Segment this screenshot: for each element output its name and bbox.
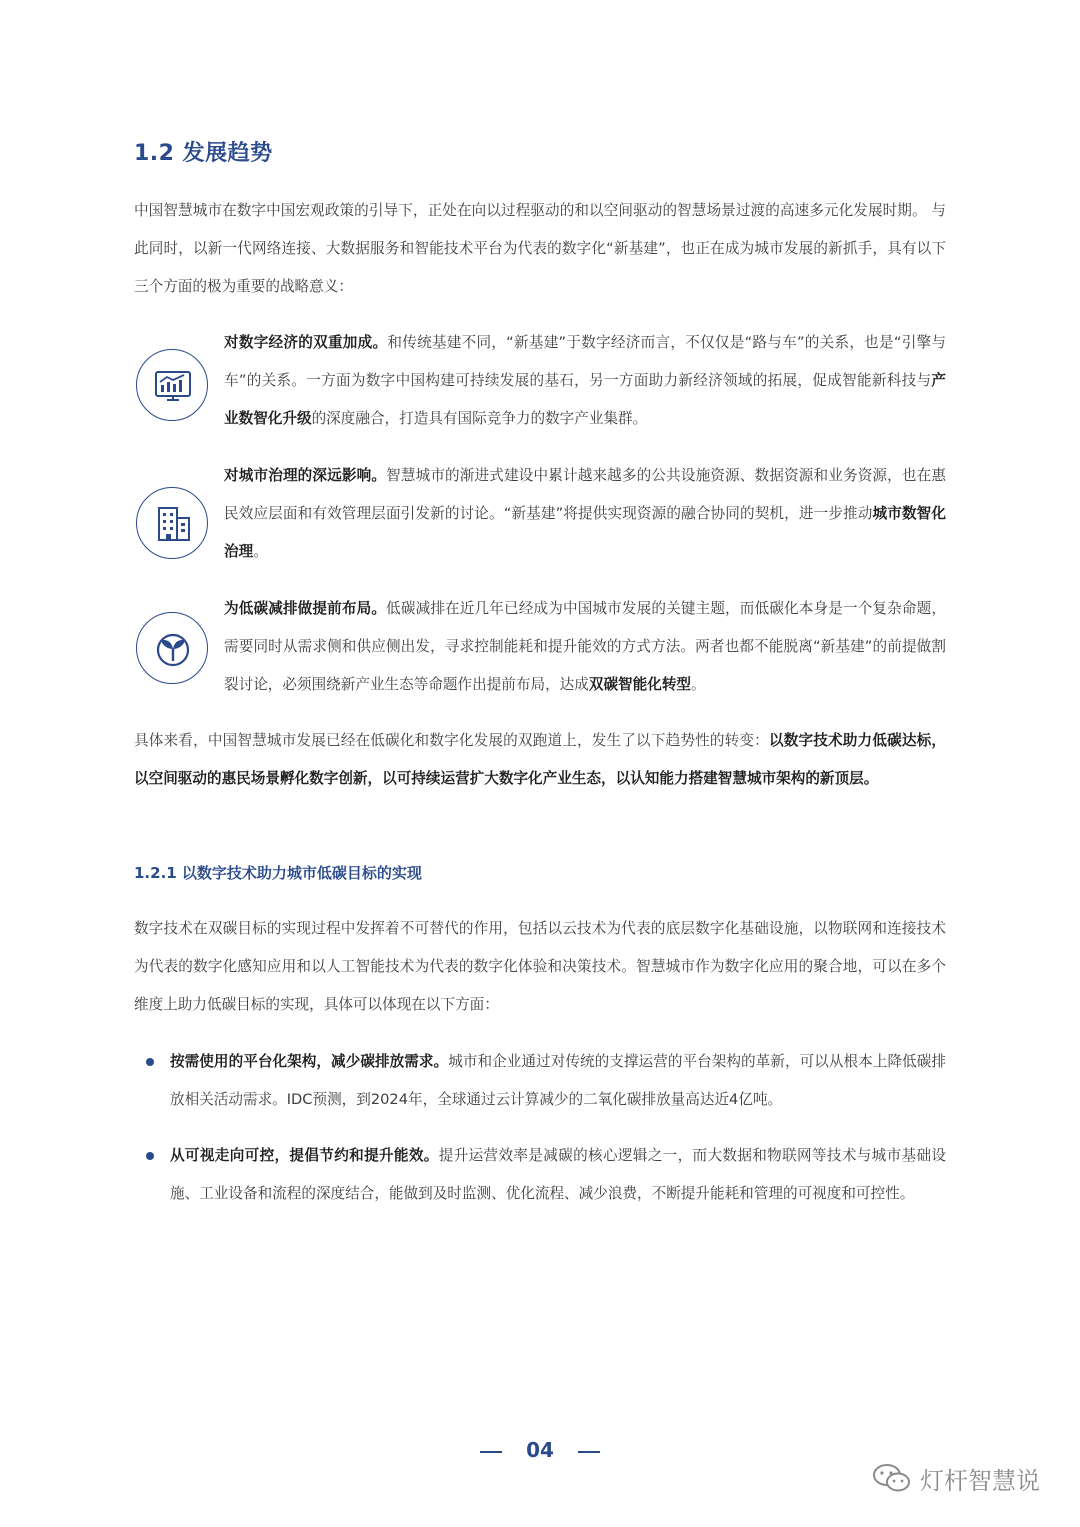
page-number-dash-left xyxy=(480,1451,502,1453)
bullet-dot xyxy=(146,1152,154,1160)
watermark xyxy=(872,1458,1040,1498)
wechat-icon xyxy=(872,1462,912,1494)
section-title: 1.2 发展趋势 xyxy=(134,141,273,166)
feature-title: 为低碳减排做提前布局。 xyxy=(224,600,387,617)
feature-digital-economy: 对数字经济的双重加成。和传统基建不同，“新基建”于数字经济而言，不仅仅是“路与车”的关系，也是“引擎与车”的关系。一方面为数字中国构建可持续发展的基石，另一方面助力新经济领域的拓展，促成智能新科技与产业数智化升级的深度融合，打造具有国际竞争力的数字产业集群。 xyxy=(224,334,946,427)
feature-low-carbon: 为低碳减排做提前布局。低碳减排在近几年已经成为中国城市发展的关键主题，而低碳化本身是一个复杂命题，需要同时从需求侧和供应侧出发，寻求控制能耗和提升能效的方式方法。两者也都不能脱离“新基建”的前提做割裂讨论，必须围绕新产业生态等命题作出提前布局，达成双碳智能化转型。 xyxy=(224,600,946,693)
page-number-dash-right xyxy=(578,1451,600,1453)
bullet-item: 按需使用的平台化架构，减少碳排放需求。城市和企业通过对传统的支撑运营的平台架构的革新，可以从根本上降低碳排放相关活动需求。IDC预测，到2024年，全球通过云计算减少的二氧化碳排放量高达近4亿吨。 xyxy=(170,1053,946,1108)
sprout-leaf-icon xyxy=(136,612,208,684)
summary-paragraph: 具体来看，中国智慧城市发展已经在低碳化和数字化发展的双跑道上，发生了以下趋势性的转变：以数字技术助力低碳达标，以空间驱动的惠民场景孵化数字创新，以可持续运营扩大数字化产业生态，以认知能力搭建智慧城市架构的新顶层。 xyxy=(134,732,946,787)
feature-title: 对数字经济的双重加成。 xyxy=(224,334,388,351)
subsection-intro: 数字技术在双碳目标的实现过程中发挥着不可替代的作用，包括以云技术为代表的底层数字化基础设施，以物联网和连接技术为代表的数字化感知应用和以人工智能技术为代表的数字化体验和决策技术。智慧城市作为数字化应用的聚合地，可以在多个维度上助力低碳目标的实现，具体可以体现在以下方面： xyxy=(134,920,946,1013)
feature-title: 对城市治理的深远影响。 xyxy=(224,467,387,484)
bullet-item: 从可视走向可控，提倡节约和提升能效。提升运营效率是减碳的核心逻辑之一，而大数据和物联网等技术与城市基础设施、工业设备和流程的深度结合，能做到及时监测、优化流程、减少浪费，不断提升能耗和管理的可视度和可控性。 xyxy=(170,1147,946,1202)
city-buildings-icon xyxy=(136,487,208,559)
growth-chart-icon xyxy=(136,349,208,421)
watermark-text: 灯杆智慧说 xyxy=(920,1466,1040,1495)
feature-urban-governance: 对城市治理的深远影响。智慧城市的渐进式建设中累计越来越多的公共设施资源、数据资源和业务资源，也在惠民效应层面和有效管理层面引发新的讨论。“新基建”将提供实现资源的融合协同的契机，进一步推动城市数智化治理。 xyxy=(224,467,946,560)
page-number: 04 xyxy=(0,1438,1080,1462)
subsection-title: 1.2.1 以数字技术助力城市低碳目标的实现 xyxy=(134,864,422,882)
bullet-dot xyxy=(146,1058,154,1066)
intro-paragraph: 中国智慧城市在数字中国宏观政策的引导下，正处在向以过程驱动的和以空间驱动的智慧场景过渡的高速多元化发展时期。 与此同时，以新一代网络连接、大数据服务和智能技术平台为代表的数字化“新基建”，也正在成为城市发展的新抓手，具有以下三个方面的极为重要的战略意义： xyxy=(134,202,946,295)
